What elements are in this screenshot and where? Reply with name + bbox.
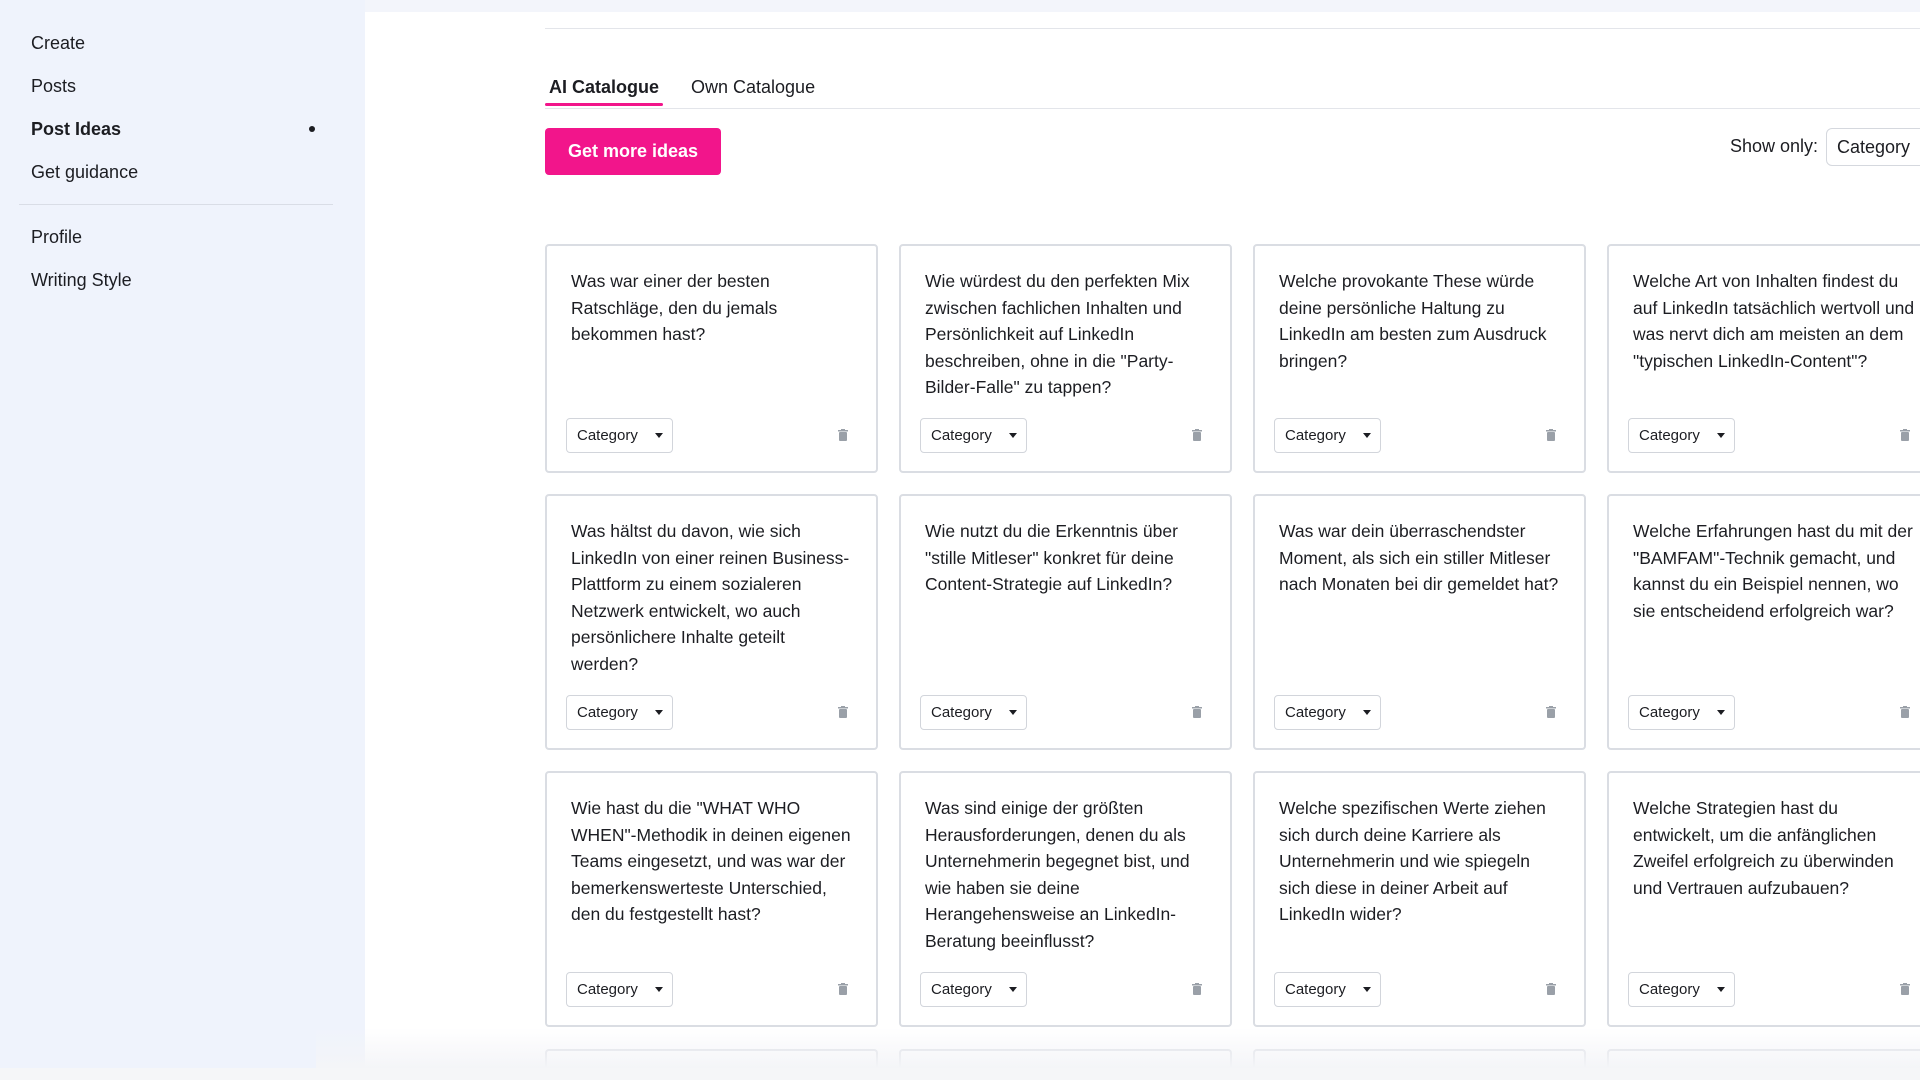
category-select[interactable] bbox=[566, 418, 673, 453]
caret-down-icon bbox=[1363, 987, 1371, 992]
category-select-value: Category bbox=[1285, 704, 1346, 721]
category-select-value: Category bbox=[577, 704, 638, 721]
sidebar-divider bbox=[19, 204, 333, 205]
category-select[interactable] bbox=[1628, 418, 1735, 453]
sidebar-item-get-guidance[interactable]: Get guidance bbox=[31, 162, 139, 182]
category-filter-select[interactable] bbox=[1826, 128, 1920, 166]
trash-icon[interactable] bbox=[838, 983, 848, 995]
idea-card[interactable] bbox=[899, 494, 1232, 750]
caret-down-icon bbox=[1009, 710, 1017, 715]
divider bbox=[545, 28, 1920, 29]
category-select-value: Category bbox=[577, 981, 638, 998]
caret-down-icon bbox=[655, 987, 663, 992]
trash-icon[interactable] bbox=[1900, 983, 1910, 995]
trash-icon[interactable] bbox=[1900, 706, 1910, 718]
category-select[interactable] bbox=[566, 695, 673, 730]
caret-down-icon bbox=[1717, 433, 1725, 438]
trash-icon[interactable] bbox=[1192, 983, 1202, 995]
category-select[interactable] bbox=[920, 972, 1027, 1007]
category-select[interactable] bbox=[1274, 972, 1381, 1007]
idea-card[interactable] bbox=[545, 771, 878, 1027]
sidebar-item-post-ideas[interactable]: Post Ideas bbox=[31, 119, 122, 139]
idea-card[interactable] bbox=[545, 494, 878, 750]
sidebar-item-writing-style[interactable]: Writing Style bbox=[31, 270, 132, 290]
idea-card[interactable] bbox=[1607, 771, 1920, 1027]
idea-card[interactable] bbox=[899, 244, 1232, 473]
caret-down-icon bbox=[1717, 710, 1725, 715]
idea-text: Was war einer der besten Ratschläge, den du jemals bekommen hast? bbox=[571, 271, 778, 344]
sidebar-item-posts[interactable]: Posts bbox=[31, 76, 77, 96]
category-select-value: Category bbox=[931, 981, 992, 998]
caret-down-icon bbox=[655, 710, 663, 715]
trash-icon[interactable] bbox=[1546, 429, 1556, 441]
category-select-value: Category bbox=[1639, 427, 1700, 444]
trash-icon[interactable] bbox=[1192, 429, 1202, 441]
bottom-bar bbox=[0, 1068, 1920, 1080]
show-only-label: Show only: bbox=[1730, 136, 1819, 156]
category-select[interactable] bbox=[566, 972, 673, 1007]
idea-text: Welche Erfahrungen hast du mit der "BAMFAM"-Technik gemacht, und kannst du ein Beispiel nennen, wo sie entscheidend erfolgreich war? bbox=[1633, 521, 1913, 621]
caret-down-icon bbox=[1009, 987, 1017, 992]
trash-icon[interactable] bbox=[1900, 429, 1910, 441]
caret-down-icon bbox=[1717, 987, 1725, 992]
category-select-value: Category bbox=[1285, 981, 1346, 998]
category-select-value: Category bbox=[931, 704, 992, 721]
category-select-value: Category bbox=[577, 427, 638, 444]
idea-text: Welche spezifischen Werte ziehen sich durch deine Karriere als Unternehmerin und wie spiegeln sich diese in deiner Arbeit auf LinkedIn wider? bbox=[1279, 798, 1546, 924]
category-select[interactable] bbox=[920, 695, 1027, 730]
scroll-fade bbox=[316, 1028, 1920, 1068]
sidebar-item-profile[interactable]: Profile bbox=[31, 227, 83, 247]
category-select-value: Category bbox=[1639, 981, 1700, 998]
category-select[interactable] bbox=[920, 418, 1027, 453]
idea-text: Was war dein überraschendster Moment, als sich ein stiller Mitleser nach Monaten bei dir gemeldet hat? bbox=[1279, 521, 1559, 594]
idea-text: Welche Art von Inhalten findest du auf LinkedIn tatsächlich wertvoll und was nervt dich am meisten an dem "typischen LinkedIn-Content"? bbox=[1633, 271, 1915, 371]
idea-text: Was sind einige der größten Herausforderungen, denen du als Unternehmerin begegnet bist, und wie haben sie deine Herangehensweise an LinkedIn-Beratung beeinflusst? bbox=[925, 798, 1190, 951]
sidebar-item-create[interactable]: Create bbox=[31, 33, 86, 53]
active-indicator-dot bbox=[309, 126, 315, 132]
idea-card[interactable] bbox=[1253, 771, 1586, 1027]
tab-own-catalogue[interactable]: Own Catalogue bbox=[691, 77, 816, 97]
idea-text: Wie würdest du den perfekten Mix zwischen fachlichen Inhalten und Persönlichkeit auf LinkedIn beschreiben, ohne in die "Party-Bilder-Falle" zu tappen? bbox=[925, 271, 1190, 397]
category-select-value: Category bbox=[1639, 704, 1700, 721]
caret-down-icon bbox=[655, 433, 663, 438]
idea-text: Welche provokante These würde deine persönliche Haltung zu LinkedIn am besten zum Ausdruck bringen? bbox=[1279, 271, 1547, 371]
caret-down-icon bbox=[1009, 433, 1017, 438]
category-select[interactable] bbox=[1628, 972, 1735, 1007]
category-select-value: Category bbox=[931, 427, 992, 444]
idea-card[interactable] bbox=[545, 244, 878, 473]
category-filter-value: Category bbox=[1837, 137, 1911, 157]
idea-card[interactable] bbox=[1253, 494, 1586, 750]
main-content bbox=[365, 12, 1920, 1068]
idea-card[interactable] bbox=[1607, 494, 1920, 750]
trash-icon[interactable] bbox=[838, 429, 848, 441]
tab-ai-catalogue[interactable]: AI Catalogue bbox=[549, 77, 660, 97]
caret-down-icon bbox=[1363, 710, 1371, 715]
idea-card[interactable] bbox=[1253, 244, 1586, 473]
category-select[interactable] bbox=[1274, 418, 1381, 453]
idea-card[interactable] bbox=[899, 771, 1232, 1027]
tabs-divider bbox=[545, 108, 1920, 109]
category-select-value: Category bbox=[1285, 427, 1346, 444]
trash-icon[interactable] bbox=[1192, 706, 1202, 718]
get-more-ideas-button[interactable]: Get more ideas bbox=[545, 128, 721, 175]
caret-down-icon bbox=[1363, 433, 1371, 438]
idea-text: Wie nutzt du die Erkenntnis über "stille Mitleser" konkret für deine Content-Strategie auf LinkedIn? bbox=[925, 521, 1178, 594]
trash-icon[interactable] bbox=[1546, 983, 1556, 995]
active-tab-indicator bbox=[545, 103, 663, 106]
category-select[interactable] bbox=[1274, 695, 1381, 730]
trash-icon[interactable] bbox=[1546, 706, 1556, 718]
category-select[interactable] bbox=[1628, 695, 1735, 730]
sidebar bbox=[0, 0, 365, 1068]
idea-text: Was hältst du davon, wie sich LinkedIn von einer reinen Business-Plattform zu einem sozialeren Netzwerk entwickelt, wo auch persönlichere Inhalte geteilt werden? bbox=[571, 521, 850, 674]
idea-card[interactable] bbox=[1607, 244, 1920, 473]
idea-text: Welche Strategien hast du entwickelt, um die anfänglichen Zweifel erfolgreich zu überwinden und Vertrauen aufzubauen? bbox=[1633, 798, 1894, 898]
idea-text: Wie hast du die "WHAT WHO WHEN"-Methodik in deinen eigenen Teams eingesetzt, und was war der bemerkenswerteste Unterschied, den du festgestellt hast? bbox=[571, 798, 851, 924]
trash-icon[interactable] bbox=[838, 706, 848, 718]
